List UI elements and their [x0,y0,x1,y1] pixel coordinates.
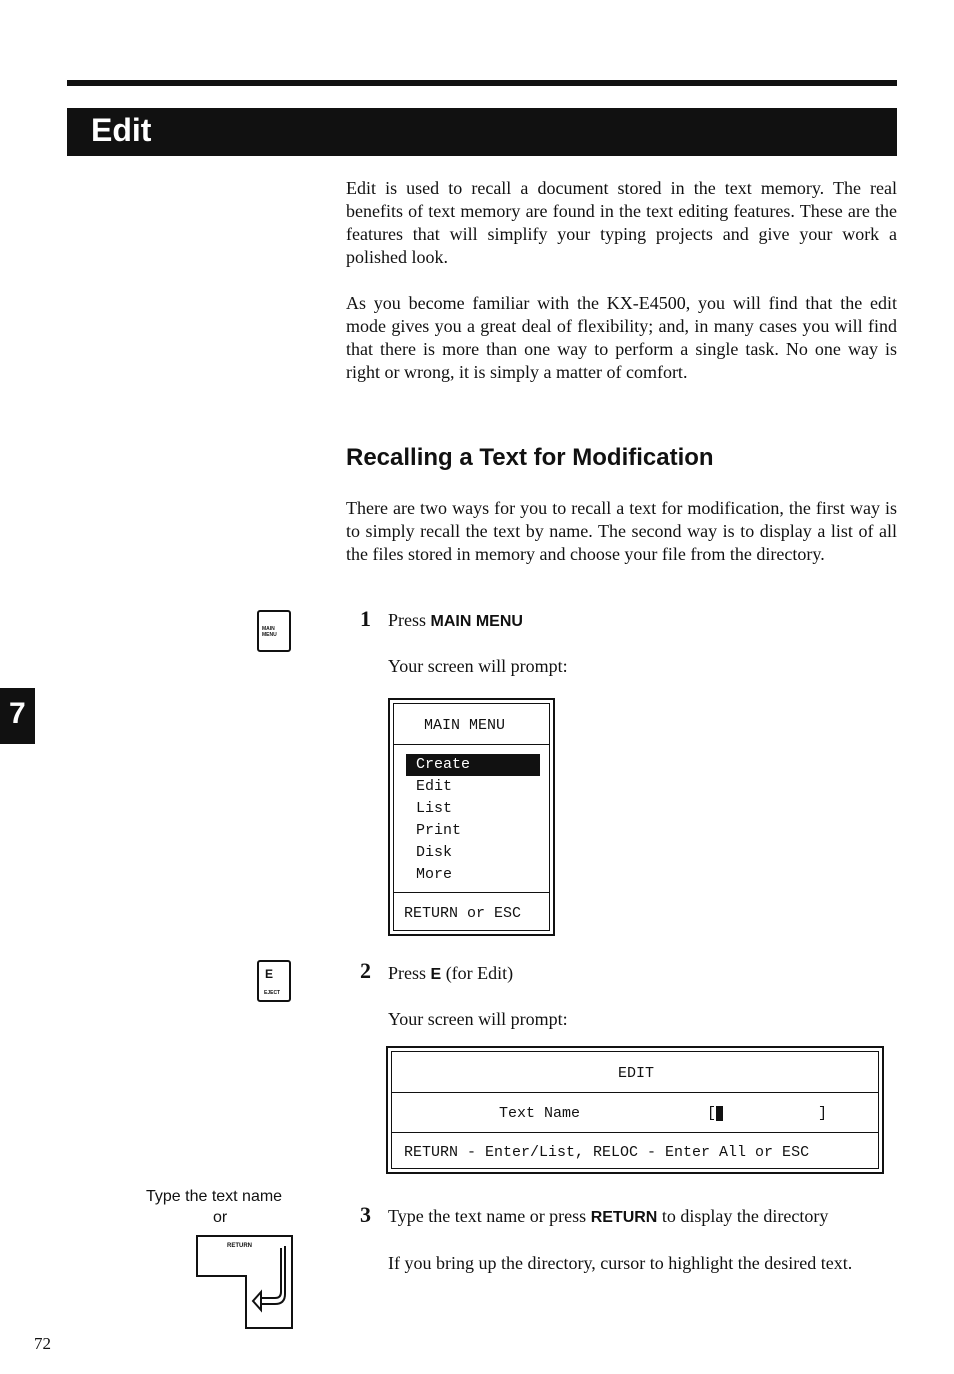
main-menu-item-edit[interactable]: Edit [416,778,453,795]
edit-divider-top [392,1092,878,1093]
main-menu-item-create[interactable]: Create [416,756,471,773]
step-3 [360,1202,371,1228]
eject-key-sub: EJECT [264,990,281,996]
eject-key-icon [257,960,291,1002]
main-menu-key-icon [257,610,291,652]
main-menu-screen [388,698,555,936]
main-menu-item-list[interactable]: List [416,800,453,817]
step-2-followup: Your screen will prompt: [388,1009,568,1029]
chapter-tab [0,688,35,744]
main-menu-divider-top [394,744,549,745]
edit-screen-inner [391,1051,879,1169]
edit-screen [386,1046,884,1174]
margin-note-line1: Type the text name [146,1188,283,1205]
step-2-number: 2 [360,958,371,983]
edit-field-label: Text Name [499,1105,581,1122]
edit-screen-title: EDIT [618,1065,655,1082]
section-heading: Recalling a Text for Modification [346,444,714,471]
step-1-key: MAIN MENU [430,613,523,630]
main-menu-footer: RETURN or ESC [404,905,522,922]
text-name-bracket-close: ] [818,1105,828,1122]
step-3-followup: If you bring up the directory, cursor to highlight the desired text. [388,1253,853,1273]
main-menu-key-line1: MAIN [262,626,275,632]
main-menu-item-more[interactable]: More [416,866,453,883]
chapter-tab-number: 7 [9,697,26,730]
main-menu-key-line2: MENU [262,632,277,638]
main-menu-item-print[interactable]: Print [416,822,462,839]
intro-paragraph-2: As you become familiar with the KX-E4500, you will find that the edit mode gives you a great deal of flexibility; and, in many cases you will find that there is more than one way to perform a single task. No one way is right or wrong, it is simply a matter of comfort. [346,293,897,382]
eject-key-letter: E [265,967,274,981]
edit-screen-footer: RETURN - Enter/List, RELOC - Enter All or ESC [404,1144,810,1161]
step-2-key: E [430,966,442,983]
main-menu-divider-bottom [394,892,549,893]
main-menu-screen-inner [393,703,550,931]
page-number: 72 [34,1334,51,1353]
step-2 [360,958,371,984]
step-3-instruction [388,1206,828,1227]
page-title: Edit [91,112,152,148]
text-name-bracket-open: [ [707,1105,717,1122]
main-menu-item-disk[interactable]: Disk [416,844,453,861]
return-key-label: RETURN [227,1243,252,1249]
edit-divider-bottom [392,1132,878,1133]
main-menu-screen-title: MAIN MENU [424,717,506,734]
step-1-instruction [388,610,523,631]
step-1 [360,606,371,632]
intro-paragraph-1: Edit is used to recall a document stored in the text memory. The real benefits of text memory are found in the text editing features. These are the features that will simplify your typing projects and give your work a polished look. [346,178,897,267]
step-1-prefix: Press [388,610,431,630]
text-name-input[interactable] [707,1103,827,1123]
text-cursor [716,1106,723,1121]
step-2-prefix: Press [388,963,431,983]
margin-note-line2: or [213,1209,228,1226]
step-3-key: RETURN [590,1209,658,1226]
step-1-number: 1 [360,606,371,631]
return-key-icon [195,1234,295,1330]
step-2-instruction [388,963,513,984]
step-3-number: 3 [360,1202,371,1227]
step-3-suffix: to display the directory [657,1206,829,1226]
step-3-prefix: Type the text name or press [388,1206,591,1226]
step-1-followup: Your screen will prompt: [388,656,568,676]
top-rule [67,80,897,86]
section-title-bar [67,108,897,156]
step-2-suffix: (for Edit) [441,963,514,983]
section-paragraph: There are two ways for you to recall a text for modification, the first way is to simply recall the text by name. The second way is to display a list of all the files stored in memory and choose your file from the directory. [346,498,897,564]
